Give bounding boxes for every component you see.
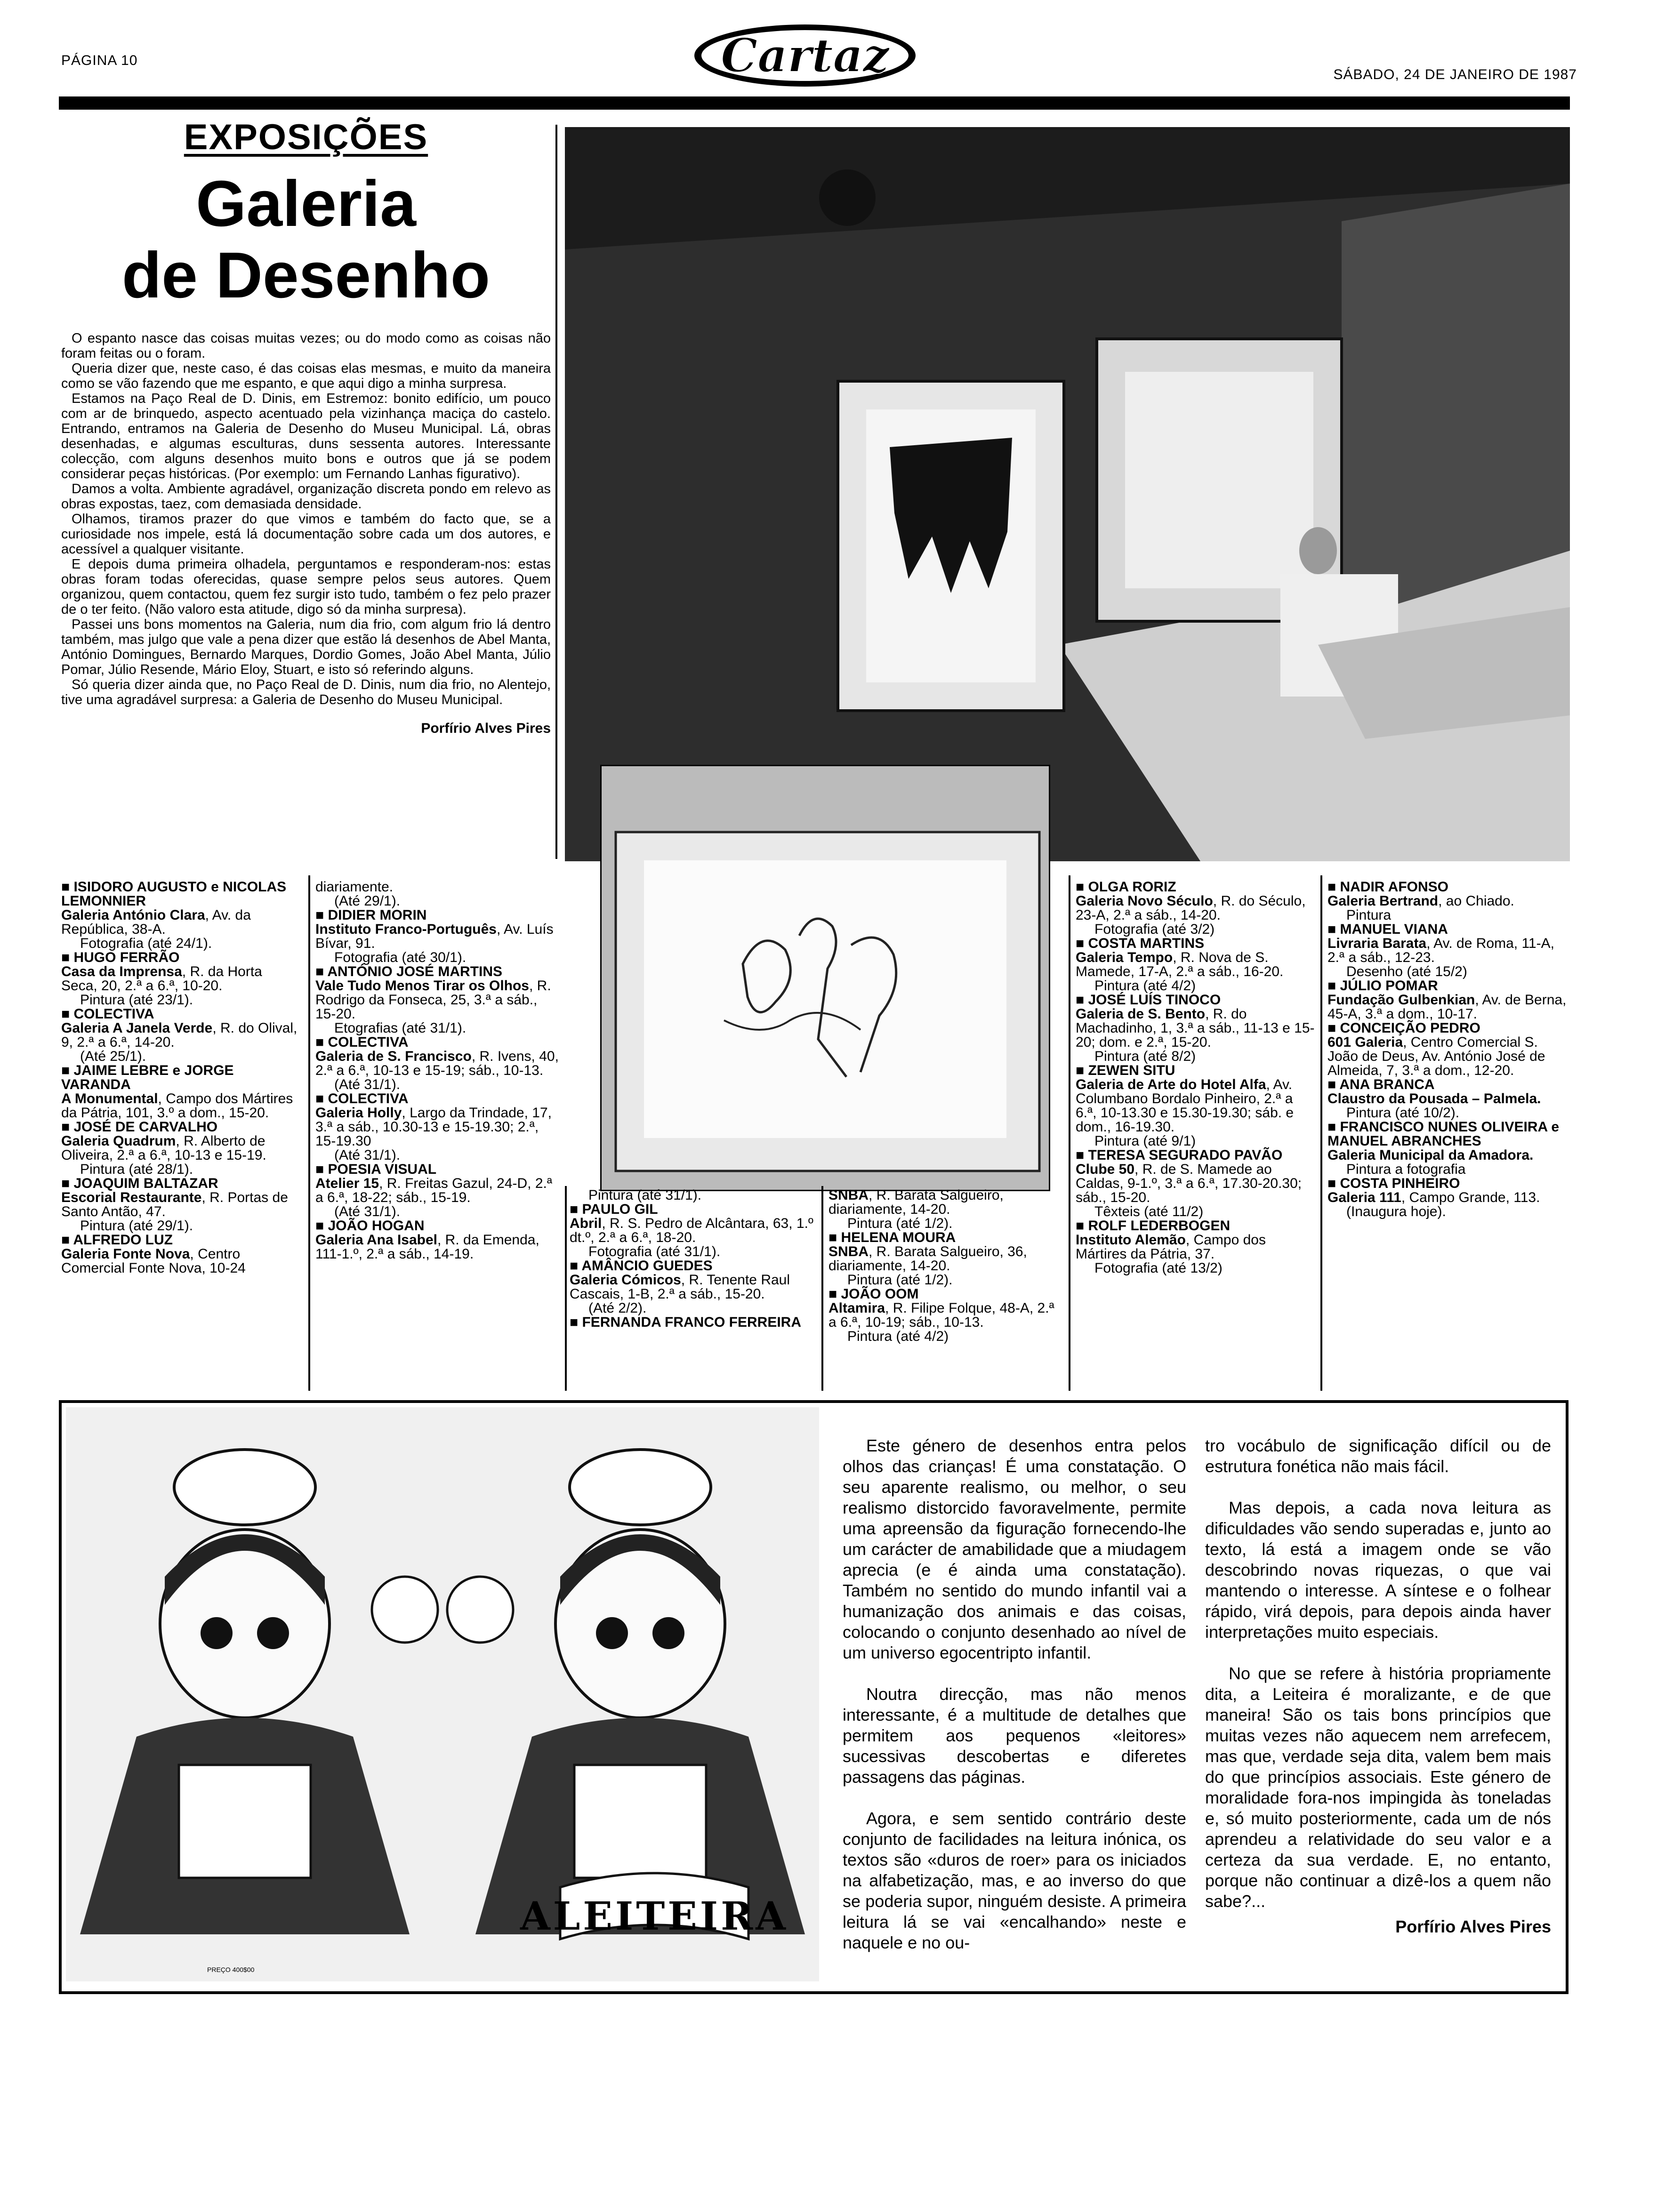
listing-venue: Galeria Bertrand	[1327, 893, 1439, 909]
listing-venue: Galeria Tempo	[1076, 950, 1173, 965]
review-col2	[1205, 1435, 1551, 1937]
listing-entry	[315, 965, 560, 1035]
listing-entry	[570, 1188, 817, 1202]
listing-note: Pintura (até 4/2)	[847, 1329, 949, 1344]
listing-entry	[61, 1007, 301, 1064]
listing-artist: ■ PAULO GIL	[570, 1202, 817, 1217]
listing-entry	[61, 880, 301, 951]
article-paragraph: Damos a volta. Ambiente agradável, organização discreta pondo em relevo as obras expostas, taez, com demasiada densidade.	[61, 481, 551, 512]
listing-note: (Até 25/1).	[80, 1049, 146, 1064]
listing-artist: ■ JOAQUIM BALTAZAR	[61, 1177, 301, 1191]
column-divider	[1069, 875, 1070, 1391]
page-number: PÁGINA 10	[61, 53, 138, 68]
listing-artist: ■ JOSÉ DE CARVALHO	[61, 1120, 301, 1134]
listing-artist: ■ JOÃO HOGAN	[315, 1219, 560, 1233]
price-tag: PREÇO 400$00	[207, 1966, 255, 1973]
listing-info: , Campo Grande, 113.	[1401, 1190, 1540, 1205]
listing-venue: Galeria António Clara	[61, 907, 205, 923]
article-paragraph: Olhamos, tiramos prazer do que vimos e também do facto que, se a curiosidade nos impele, está lá documentação sobre cada um dos autores, e acessível a qualquer visitante.	[61, 512, 551, 557]
listing-entry	[61, 1177, 301, 1233]
listing-note: Têxteis (até 11/2)	[1094, 1204, 1204, 1219]
listing-note: Fotografia (até 3/2)	[1094, 922, 1215, 937]
listing-note: Pintura (até 4/2)	[1094, 978, 1196, 994]
listing-note: Pintura (até 28/1).	[80, 1162, 193, 1177]
article-byline: Porfírio Alves Pires	[421, 721, 551, 736]
listing-info: , R. do Século, 23-A, 2.ª a sáb., 14-20.	[1076, 893, 1306, 923]
listing-info: , R. de S. Mamede ao Caldas, 9-1.º, 3.ª a 6.ª, 17.30-20.30; sáb., 15-20.	[1076, 1162, 1302, 1205]
masthead-logo	[692, 19, 918, 89]
listings-col3	[570, 1188, 817, 1330]
listing-note: Pintura (até 9/1)	[1094, 1133, 1196, 1149]
issue-date: SÁBADO, 24 DE JANEIRO DE 1987	[1333, 67, 1577, 82]
listing-entry	[61, 1064, 301, 1120]
listing-artist: ■ AMÂNCIO GUEDES	[570, 1259, 817, 1273]
listing-artist: ■ OLGA RORIZ	[1076, 880, 1316, 894]
listing-artist: ■ JOSÉ LUÍS TINOCO	[1076, 993, 1316, 1007]
listing-info: , Av. de Berna, 45-A, 3.ª a dom., 10-17.	[1327, 992, 1567, 1022]
listing-venue: Vale Tudo Menos Tirar os Olhos	[315, 978, 529, 994]
column-divider	[555, 125, 557, 859]
listing-info: , R. da Horta Seca, 20, 2.ª a 6.ª, 10-20.	[61, 964, 262, 994]
listing-venue: Galeria Municipal da Amadora.	[1327, 1147, 1534, 1163]
listing-entry	[570, 1315, 817, 1330]
listing-artist: ■ CONCEIÇÃO PEDRO	[1327, 1021, 1568, 1035]
review-paragraph: Mas depois, a cada nova leitura as dificuldades vão sendo superadas e, junto ao texto, lá está a imagem onde se vão descobrindo novas riquezas, o que vai mantendo o interesse. A síntese e o folhear rápido, virá depois, para depois ainda haver interpretações muito especiais.	[1205, 1498, 1551, 1642]
listing-venue: 601 Galeria	[1327, 1034, 1403, 1050]
listing-entry	[1076, 937, 1316, 993]
listing-venue: Livraria Barata	[1327, 936, 1427, 951]
review-paragraph: Noutra direcção, mas não menos interessante, é a multitude de detalhes que permitem aos pequenos «leitores» sucessivas descobertas e diferetes passagens das páginas.	[843, 1684, 1186, 1787]
listing-artist: ■ POESIA VISUAL	[315, 1162, 560, 1177]
listing-artist: ■ COLECTIVA	[61, 1007, 301, 1021]
column-divider	[1320, 875, 1322, 1391]
article-paragraph: Queria dizer que, neste caso, é das coisas elas mesmas, e muito da maneira como se vão fazendo que me espanto, e que aqui digo a minha surpresa.	[61, 361, 551, 391]
listing-artist: ■ JÚLIO POMAR	[1327, 979, 1568, 993]
ceiling-lamp-icon	[819, 169, 876, 226]
listing-artist: ■ ISIDORO AUGUSTO e NICOLAS LEMONNIER	[61, 880, 301, 908]
listing-entry	[1076, 993, 1316, 1064]
review-paragraph: Este género de desenhos entra pelos olhos das crianças! É uma constatação. O seu aparente realismo, ou melhor, o seu realismo distorcido favoravelmente, permite uma apreensão da figuração fornecendo-lhe um carácter de amabilidade que a miudagem aprecia (e é ainda uma constatação). Também no sentido do mundo infantil vai a humanização dos animais e das coisas, colocando o conjunto desenhado ao nível de um universo egocentripto infantil.	[843, 1436, 1186, 1662]
listing-entry	[1076, 1219, 1316, 1275]
listing-note: Desenho (até 15/2)	[1346, 964, 1467, 979]
listing-info: , R. da Emenda, 111-1.º, 2.ª a sáb., 14-19.	[315, 1232, 539, 1262]
listing-venue: Claustro da Pousada – Palmela.	[1327, 1091, 1541, 1106]
listing-entry	[61, 1120, 301, 1177]
article-paragraph: Estamos na Paço Real de D. Dinis, em Estremoz: bonito edifício, um pouco com ar de brinquedo, aspecto acentuado pela vizinhança maciça do castelo. Entrando, entramos na Galeria de Desenho do Museu Municipal. Lá, obras desenhadas, e algumas esculturas, duns sessenta autores. Interessante colecção, com alguns desenhos muito bons e outros que já se podem considerar peças históricas. (Por exemplo: um Fernando Lanhas figurativo).	[61, 391, 551, 481]
jug-hat	[174, 1450, 315, 1525]
listing-entry	[1327, 1177, 1568, 1219]
jug-hat	[570, 1450, 711, 1525]
listing-artist: ■ ZEWEN SITU	[1076, 1064, 1316, 1078]
article-paragraph: Só queria dizer ainda que, no Paço Real de D. Dinis, num dia frio, no Alentejo, tive uma agradável surpresa: a Galeria de Desenho do Museu Municipal.	[61, 677, 551, 707]
listings-col1	[61, 880, 301, 1275]
listing-note: Fotografia (até 30/1).	[334, 950, 467, 965]
listing-note: (Até 31/1).	[334, 1147, 401, 1163]
listing-info: , Av. de Roma, 11-A, 2.ª a sáb., 12-23.	[1327, 936, 1554, 965]
listing-entry	[828, 1188, 1064, 1231]
column-divider	[821, 1186, 823, 1391]
listing-note: Fotografia (até 13/2)	[1094, 1260, 1223, 1276]
column-divider	[565, 1186, 567, 1391]
listing-note: Pintura a fotografia	[1346, 1162, 1466, 1177]
article-paragraph: E depois duma primeira olhadela, perguntamos e responderam-nos: estas obras foram todas oferecidas, quase sempre pelos seus autores. Quem organizou, quem contactou, quem fez surgir isto tudo, também o fez pelo prazer de o ter feito. (Não valoro esta atitude, digo só da minha surpresa).	[61, 557, 551, 617]
listing-info: , Av. Columbano Bordalo Pinheiro, 2.ª a 6.ª, 10-13.30 e 15.30-19.30; sáb. e dom., 16-19.30.	[1076, 1077, 1294, 1135]
listing-note: (Até 29/1).	[334, 893, 401, 909]
listing-info: diariamente.	[315, 879, 394, 895]
listing-entry	[315, 1162, 560, 1219]
listing-artist: ■ COSTA MARTINS	[1076, 937, 1316, 951]
piglets	[179, 1765, 311, 1878]
gallery-photo	[565, 127, 1570, 861]
listing-venue: A Monumental	[61, 1091, 158, 1106]
article-title-line2: de Desenho	[121, 239, 491, 312]
listing-info: , R. do Olival, 9, 2.ª a 6.ª, 14-20.	[61, 1020, 298, 1050]
listing-note: (Até 2/2).	[588, 1300, 647, 1316]
listing-info: , R. Nova de S. Mamede, 17-A, 2.ª a sáb., 16-20.	[1076, 950, 1284, 979]
listing-entry	[828, 1287, 1064, 1344]
listing-artist: ■ COLECTIVA	[315, 1035, 560, 1050]
listing-info: , R. Portas de Santo Antão, 47.	[61, 1190, 288, 1219]
listing-artist: ■ NADIR AFONSO	[1327, 880, 1568, 894]
listing-venue: Instituto Franco-Português	[315, 922, 497, 937]
listing-venue: Galeria 111	[1327, 1190, 1401, 1205]
listing-info: , R. Ivens, 40, 2.ª a 6.ª, 10-13 e 15-19; sáb., 10-13.	[315, 1049, 559, 1078]
article-paragraph: Passei uns bons momentos na Galeria, num dia frio, com algum frio lá dentro também, mas julgo que vale a pena dizer que estão lá desenhos de Abel Manta, António Domingues, Bernardo Marques, Dordio Gomes, João Abel Manta, Júlio Pomar, Júlio Resende, Mário Eloy, Stuart, e isto só referindo alguns.	[61, 617, 551, 677]
listing-artist: ■ FERNANDA FRANCO FERREIRA	[570, 1315, 817, 1330]
listing-venue: Escorial Restaurante	[61, 1190, 202, 1205]
listing-artist: ■ TERESA SEGURADO PAVÃO	[1076, 1148, 1316, 1162]
listing-info: , Av. da República, 38-A.	[61, 907, 251, 937]
listings-col6	[1327, 880, 1568, 1219]
listing-entry	[570, 1259, 817, 1315]
header-rule	[59, 96, 1570, 110]
leiteira-scene	[66, 1407, 819, 1981]
listing-entry	[1327, 979, 1568, 1021]
listing-entry	[61, 951, 301, 1007]
listing-entry	[1076, 1148, 1316, 1219]
listing-info: , Campo dos Mártires da Pátria, 37.	[1076, 1232, 1266, 1262]
listing-venue: Abril	[570, 1216, 602, 1231]
gallery-photo-scene	[565, 127, 1570, 861]
masthead-title: Cartaz	[721, 29, 889, 83]
listing-venue: Galeria de S. Francisco	[315, 1049, 472, 1064]
listing-entry	[1327, 1021, 1568, 1078]
leiteira-illustration	[66, 1407, 819, 1981]
listing-artist: ■ COLECTIVA	[315, 1092, 560, 1106]
listing-artist: ■ MANUEL VIANA	[1327, 922, 1568, 937]
listing-note: Pintura	[1346, 907, 1392, 923]
listing-info: , R. Tenente Raul Cascais, 1-B, 2.ª a sáb., 15-20.	[570, 1272, 790, 1302]
listing-info: , R. Filipe Folque, 48-A, 2.ª a 6.ª, 10-19; sáb., 10-13.	[828, 1300, 1054, 1330]
article-body	[61, 331, 551, 707]
listing-entry	[570, 1202, 817, 1259]
listing-venue: Galeria Fonte Nova	[61, 1246, 190, 1262]
listing-info: , R. Barata Salgueiro, diariamente, 14-20.	[828, 1187, 1004, 1217]
listing-note: (Até 31/1).	[334, 1077, 401, 1092]
listing-artist: ■ DIDIER MORIN	[315, 908, 560, 922]
article-paragraph: O espanto nasce das coisas muitas vezes; ou do modo como as coisas não foram feitas ou o foram.	[61, 331, 551, 361]
listings-col2	[315, 880, 560, 1261]
listing-note: Etografias (até 31/1).	[334, 1020, 467, 1036]
listing-entry	[1327, 922, 1568, 979]
listing-artist: ■ ANTÓNIO JOSÉ MARTINS	[315, 965, 560, 979]
listing-entry	[1327, 1078, 1568, 1120]
column-divider	[308, 875, 310, 1391]
listing-info: , R. Alberto de Oliveira, 2.ª a 6.ª, 10-13 e 15-19.	[61, 1133, 266, 1163]
review-paragraph: tro vocábulo de significação difícil ou de estrutura fonética não mais fácil.	[1205, 1436, 1551, 1476]
inset-photo-scene	[602, 766, 1049, 1190]
listing-info: , Centro Comercial S. João de Deus, Av. António José de Almeida, 7, 3.ª a dom., 12-20.	[1327, 1034, 1545, 1078]
listing-info: , Campo dos Mártires da Pátria, 101, 3.º a dom., 15-20.	[61, 1091, 293, 1121]
listing-note: Pintura (até 23/1).	[80, 992, 193, 1008]
listing-artist: ■ JOÃO OOM	[828, 1287, 1064, 1301]
listing-info: , R. Barata Salgueiro, 36, diariamente, 14-20.	[828, 1244, 1027, 1274]
listing-entry	[1327, 880, 1568, 922]
listing-venue: Altamira	[828, 1300, 885, 1316]
banner-title: ALEITEIRA	[520, 1894, 788, 1939]
drawing-inkblot	[890, 438, 1012, 593]
listing-venue: Galeria de S. Bento	[1076, 1006, 1206, 1022]
piglets	[574, 1765, 706, 1878]
review-byline: Porfírio Alves Pires	[1395, 1917, 1551, 1936]
listing-note: (Inaugura hoje).	[1346, 1204, 1446, 1219]
review-col1	[843, 1435, 1186, 1974]
listing-entry	[315, 1092, 560, 1162]
listing-info: , R. do Machadinho, 1, 3.ª a sáb., 11-13 e 15-20; dom. e 2.ª, 15-20.	[1076, 1006, 1315, 1050]
listing-entry	[61, 1233, 301, 1275]
listings-col4	[828, 1188, 1064, 1344]
listing-entry	[1076, 1064, 1316, 1148]
listing-note: Pintura (até 1/2).	[847, 1216, 953, 1231]
listing-entry	[315, 908, 560, 965]
listing-venue: Galeria A Janela Verde	[61, 1020, 213, 1036]
listing-venue: Clube 50	[1076, 1162, 1135, 1177]
listing-venue: Galeria Cómicos	[570, 1272, 681, 1288]
listing-artist: ■ JAIME LEBRE e JORGE VARANDA	[61, 1064, 301, 1092]
listing-note: Pintura (até 10/2).	[1346, 1105, 1460, 1121]
listing-venue: Galeria Quadrum	[61, 1133, 176, 1149]
listings-col5	[1076, 880, 1316, 1275]
listing-entry	[828, 1231, 1064, 1287]
listing-info: , Largo da Trindade, 17, 3.ª a sáb., 10.30-13 e 15-19.30; 2.ª, 15-19.30	[315, 1105, 552, 1149]
listing-entry	[315, 880, 560, 908]
listing-venue: Instituto Alemão	[1076, 1232, 1186, 1248]
listing-venue: Galeria Holly	[315, 1105, 402, 1121]
listing-info: , R. Rodrigo da Fonseca, 25, 3.ª a sáb., 15-20.	[315, 978, 551, 1022]
listing-artist: ■ COSTA PINHEIRO	[1327, 1177, 1568, 1191]
listing-entry	[1327, 1120, 1568, 1177]
listing-note: (Até 31/1).	[334, 1204, 401, 1219]
listing-entry	[315, 1219, 560, 1261]
listing-venue: Galeria Novo Século	[1076, 893, 1213, 909]
listing-artist: ■ ANA BRANCA	[1327, 1078, 1568, 1092]
listing-note: Fotografia (até 31/1).	[588, 1244, 721, 1259]
listing-info: , R. S. Pedro de Alcântara, 63, 1.º dt.º, 2.ª a 6.ª, 18-20.	[570, 1216, 813, 1245]
listing-venue: SNBA	[828, 1244, 869, 1259]
listing-note: Pintura (até 31/1).	[588, 1187, 702, 1203]
listing-venue: Fundação Gulbenkian	[1327, 992, 1475, 1008]
listing-artist: ■ FRANCISCO NUNES OLIVEIRA e MANUEL ABRANCHES	[1327, 1120, 1568, 1148]
listing-artist: ■ HELENA MOURA	[828, 1231, 1064, 1245]
article-title-line1: Galeria	[196, 168, 416, 240]
listing-artist: ■ ALFREDO LUZ	[61, 1233, 301, 1247]
listing-info: , ao Chiado.	[1438, 893, 1514, 909]
listing-note: Pintura (até 1/2).	[847, 1272, 953, 1288]
article-column	[61, 117, 551, 737]
listing-artist: ■ ROLF LEDERBOGEN	[1076, 1219, 1316, 1233]
section-kicker: EXPOSIÇÕES	[184, 117, 428, 157]
listing-entry	[315, 1035, 560, 1092]
listing-artist: ■ HUGO FERRÃO	[61, 951, 301, 965]
listing-entry	[1076, 880, 1316, 937]
listing-note: Pintura (até 8/2)	[1094, 1049, 1196, 1064]
listing-venue: Casa da Imprensa	[61, 964, 182, 979]
listing-info: , Av. Luís Bívar, 91.	[315, 922, 554, 951]
review-paragraph: No que se refere à história propriamente dita, a Leiteira é moralizante, e de que maneira! São os tais bons princípios que muitas vezes não aquecem nem arrefecem, mas que, verdade seja dita, valem bem mais do que princípios associais. Este género de moralidade fora-nos impingida às toneladas e, só muito posteriormente, cada um de nós aprendeu a relatividade do seu valor e a certeza da sua verdade. E, no entanto, porque não continuar a dizê-los a quem não sabe?...	[1205, 1664, 1551, 1911]
listing-venue: Galeria de Arte do Hotel Alfa	[1076, 1077, 1266, 1092]
listing-note: Pintura (até 29/1).	[80, 1218, 193, 1234]
sculpture	[1299, 527, 1337, 574]
listing-venue: Galeria Ana Isabel	[315, 1232, 438, 1248]
listing-info: , R. Freitas Gazul, 24-D, 2.ª a 6.ª, 18-22; sáb., 15-19.	[315, 1176, 552, 1205]
inset-photo	[600, 765, 1050, 1191]
review-paragraph: Agora, e sem sentido contrário deste conjunto de facilidades na leitura inónica, os textos são «duros de roer» para os iniciados na alfabetização, mas, e ao inverso do que se poderia supor, ninguém desiste. A primeira leitura lá se vai «encalhando» neste e naquele e no ou-	[843, 1809, 1186, 1952]
listing-venue: Atelier 15	[315, 1176, 379, 1191]
listing-venue: SNBA	[828, 1187, 869, 1203]
listing-info: , Centro Comercial Fonte Nova, 10-24	[61, 1246, 246, 1276]
listing-note: Fotografia (até 24/1).	[80, 936, 212, 951]
